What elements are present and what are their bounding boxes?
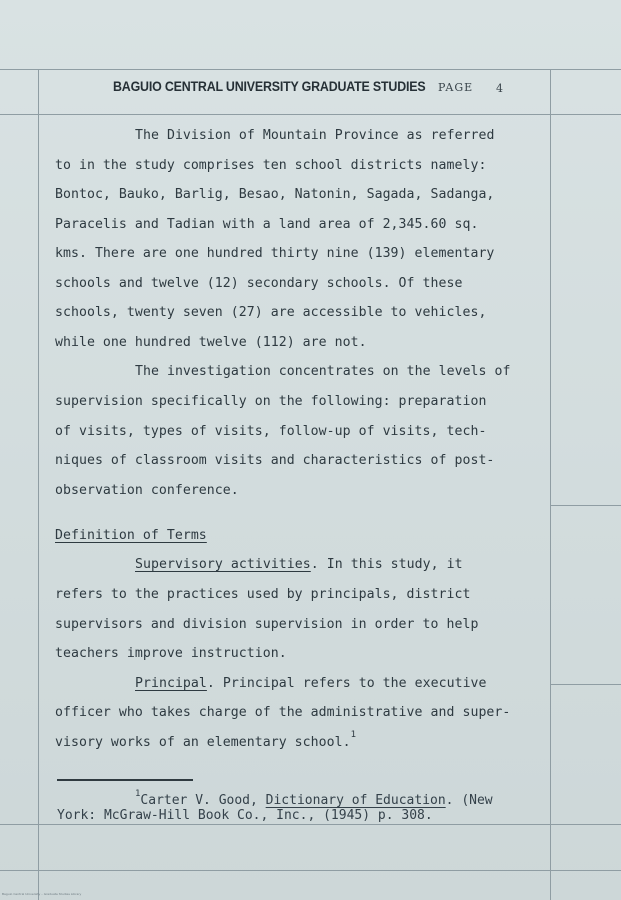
text-line: supervisors and division supervision in order to help [55,617,479,632]
rule-line [0,114,621,115]
definition-line [135,557,463,572]
definition-text: visory works of an elementary school. [55,735,351,750]
text-line: Bontoc, Bauko, Barlig, Besao, Natonin, Sagada, Sadanga, [55,187,495,202]
text-line: to in the study comprises ten school districts namely: [55,158,487,173]
text-line: officer who takes charge of the administrative and super- [55,705,511,720]
rule-line [550,505,621,506]
footnote-author: Carter V. Good, [140,793,266,808]
text-line: observation conference. [55,483,239,498]
text-line: of visits, types of visits, follow-up of visits, tech- [55,424,487,439]
page-number: 4 [496,82,503,95]
text-line: refers to the practices used by principals, district [55,587,471,602]
footnote-reference: 1 [350,730,357,740]
rule-line [0,69,621,70]
footnote-title: Dictionary of Education [265,793,446,808]
definition-text: . Principal refers to the executive [206,676,487,691]
footnote-line [135,789,493,808]
text-line [55,730,357,750]
definition-line [135,676,487,691]
footnote-tail: . (New [445,793,493,808]
text-line: The investigation concentrates on the levels of [135,364,511,379]
university-title: BAGUIO CENTRAL UNIVERSITY GRADUATE STUDIES [113,79,426,94]
text-line: schools and twelve (12) secondary schools. Of these [55,276,463,291]
text-line: The Division of Mountain Province as referred [135,128,495,143]
term-principal: Principal [135,676,207,691]
definition-text: . In this study, it [310,557,463,572]
scan-stamp: Baguio Central University – Graduate Studies Library [2,892,82,896]
text-line: supervision specifically on the following: preparation [55,394,487,409]
term-supervisory-activities: Supervisory activities [135,557,311,572]
text-line: kms. There are one hundred thirty nine (139) elementary [55,246,495,261]
rule-line [550,684,621,685]
page-label: PAGE [438,81,474,94]
text-line: while one hundred twelve (112) are not. [55,335,367,350]
footnote-marker: 1 [135,789,141,799]
rule-line [0,870,621,871]
footnote-line: York: McGraw-Hill Book Co., Inc., (1945) p. 308. [57,808,433,823]
text-line: schools, twenty seven (27) are accessible to vehicles, [55,305,487,320]
footnote-rule [57,779,193,781]
text-line: Paracelis and Tadian with a land area of 2,345.60 sq. [55,217,479,232]
page-header [113,79,533,101]
rule-line [0,824,621,825]
margin-line [550,69,551,900]
text-line: niques of classroom visits and characteristics of post- [55,453,495,468]
section-heading: Definition of Terms [55,528,207,543]
text-line: teachers improve instruction. [55,646,287,661]
margin-line [38,69,39,900]
